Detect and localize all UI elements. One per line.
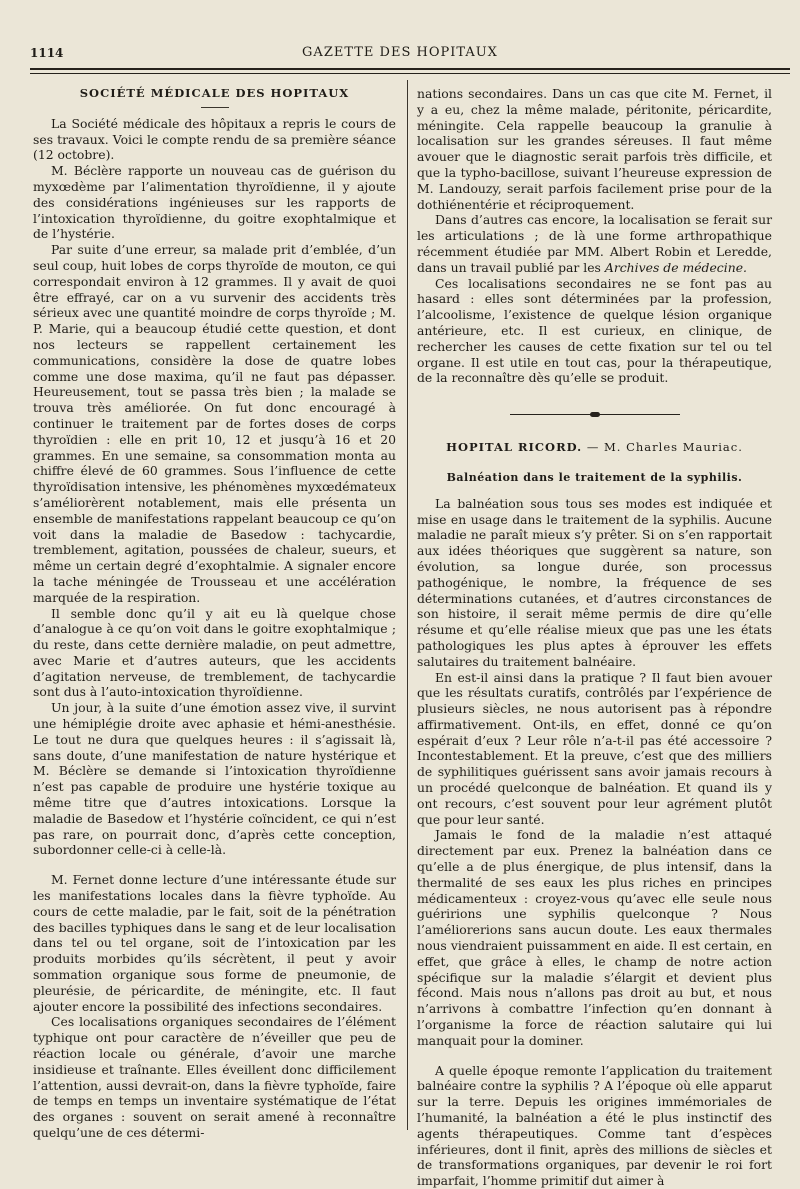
hospital-author: — M. Charles Mauriac. [586, 440, 743, 455]
paragraph [417, 212, 772, 275]
article-title: Balnéation dans le traitement de la syphilis. [446, 470, 743, 484]
section-title-rule [201, 107, 229, 108]
paragraph: Il semble donc qu’il y ait eu là quelque chose d’analogue à ce qu’on voit dans le goitre exophtalmique ; du reste, dans cette dernière maladie, on peut admettre, avec Marie et d’autres auteurs, que les accidents d’agitation nerveuse, de tremblement, de tachycardie sont dus à l’auto-intoxication thyroïdienne. [33, 605, 396, 700]
column-divider [407, 80, 408, 1130]
section-title: SOCIÉTÉ MÉDICALE DES HOPITAUX [79, 86, 350, 100]
header-rule-thin [30, 73, 790, 74]
paragraph: Ces localisations organiques secondaires de l’élément typhique ont pour caractère de n’éveiller que peu de réaction locale ou générale, d’avoir une marche insidieuse et traînante. Elles éveillent donc difficilement l’attention, aussi devrait-on, dans la fièvre typhoïde, faire de temps en temps un inventaire systématique de l’état des organes : souvent on serait amené à reconnaître quelqu’une de ces détermi- [33, 1014, 396, 1140]
hospital-heading [417, 440, 772, 456]
running-title: GAZETTE DES HOPITAUX [302, 45, 498, 60]
paragraph: M. Fernet donne lecture d’une intéressante étude sur les manifestations locales dans la fièvre typhoïde. Au cours de cette maladie, par le fait, soit de la pénétration des bacilles typhiques dans le sang et de leur localisation dans tel ou tel organe, soit de l’intoxication par les produits morbides qu’ils sécrètent, il peut y avoir sommation organique sous forme de pneumonie, de pleurésie, de péricardite, de méningite, etc. Il faut ajouter encore la possibilité des infections secondaires. [33, 872, 396, 1014]
paragraph: A quelle époque remonte l’application du traitement balnéaire contre la syphilis ? A l’époque où elle apparut sur la terre. Depuis les origines immémoriales de l’humanité, la balnéation a été le plus instinctif des agents thérapeutiques. Comme tant d’espèces inférieures, dont il finit, après des millions de siècles et de transformations organiques, par devenir le roi fort imparfait, l’homme primitif dut aimer à [417, 1062, 772, 1189]
paragraph: En est-il ainsi dans la pratique ? Il faut bien avouer que les résultats curatifs, contrôlés par l’expérience de plusieurs siècles, ne nous autorisent pas à répondre affirmativement. Ont-ils, en effet, donné ce qu’on espérait d’eux ? Leur rôle n’a-t-il pas été accessoire ? Incontestablement. Et la preuve, c’est que des milliers de syphilitiques guérissent sans avoir jamais recours à un procédé quelconque de balnéation. Et quand ils y ont recours, c’est souvent pour leur agrément plutôt que pour leur santé. [417, 669, 772, 827]
ornamental-divider [510, 412, 680, 418]
journal-name: Archives de médecine. [604, 259, 747, 275]
left-column [33, 86, 396, 1141]
paragraph: Ces localisations secondaires ne se font pas au hasard : elles sont déterminées par la profession, l’alcoolisme, l’existence de quelque lésion organique antérieure, etc. Il est curieux, en clinique, de rechercher les causes de cette fixation sur tel ou tel organe. Il est utile en tout cas, pour la thérapeutique, de la reconnaître dès qu’elle se produit. [417, 275, 772, 386]
page-number: 1114 [30, 46, 64, 60]
paragraph: Jamais le fond de la maladie n’est attaqué directement par eux. Prenez la balnéation dans ce qu’elle a de plus énergique, de plus intensif, dans la thermalité de ses eaux les plus riches en principes médicamenteux : croyez-vous qu’avec elle seule nous guéririons une syphilis quelconque ? Nous l’améliorerions sans aucun doute. Les eaux thermales nous viendraient puissamment en aide. Il est certain, en effet, que grâce à elles, le champ de notre action spécifique sur la maladie s’élargit et devient plus fécond. Mais nous n’allons pas droit au but, et nous n’arrivons à combattre l’infection qu’en donnant à l’organisme la force de réaction salutaire qui lui manquait pour la dominer. [417, 827, 772, 1048]
paragraph: M. Béclère rapporte un nouveau cas de guérison du myxœdème par l’alimentation thyroïdienne, il y ajoute des considérations ingénieuses sur les rapports de l’intoxication thyroïdienne, du goitre exophtalmique et de l’hystérie. [33, 163, 396, 242]
hospital-name: HOPITAL RICORD. [446, 440, 583, 455]
paragraph-text: Dans d’autres cas encore, la localisation se ferait sur les articulations ; de là une forme arthropathique récemment étudiée par MM. Albert Robin et Leredde, dans un travail publié par les [417, 212, 772, 275]
header-rule-thick [30, 68, 790, 70]
paragraph: La balnéation sous tous ses modes est indiquée et mise en usage dans le traitement de la syphilis. Aucune maladie ne paraît mieux s’y prêter. Si on s’en rapportait aux idées théoriques que suggèrent sa nature, son évolution, sa longue durée, son processus pathogénique, le nombre, la fréquence de ses déterminations cutanées, et d’autres circonstances de son histoire, il serait même permis de dire qu’elle résume et qu’elle réalise mieux que pas une les états pathologiques les plus aptes à éprouver les effets salutaires du traitement balnéaire. [417, 495, 772, 669]
paragraph: nations secondaires. Dans un cas que cite M. Fernet, il y a eu, chez la même malade, péritonite, péricardite, méningite. Cela rappelle beaucoup la granulie à localisation sur les grandes séreuses. Il faut même avouer que le diagnostic serait parfois très difficile, et que la typho-bacillose, suivant l’heureuse expression de M. Landouzy, serait parfois facilement prise pour de la dothiénentérie et réciproquement. [417, 86, 772, 212]
paragraph: Par suite d’une erreur, sa malade prit d’emblée, d’un seul coup, huit lobes de corps thyroïde de mouton, ce qui correspondait environ à 12 grammes. Il y avait de quoi être effrayé, car on a vu survenir des accidents très sérieux avec une quantité moindre de corps thyroïde ; M. P. Marie, qui a beaucoup étudié cette question, et dont nos lecteurs se rappellent certainement les communications, considère la dose de quatre lobes comme une dose maxima, qu’il ne faut pas dépasser. Heureusement, tout se passa très bien ; la malade se trouva très améliorée. On fut donc encouragé à continuer le traitement par de fortes doses de corps thyroïdien : elle en prit 10, 12 et jusqu’à 16 et 20 grammes. En une semaine, sa consommation monta au chiffre élevé de 60 grammes. Sous l’influence de cette thyroïdisation intensive, les phénomènes myxœdémateux s’améliorèrent notablement, mais elle présenta un ensemble de manifestations rappelant beaucoup ce qu’on voit dans la maladie de Basedow : tachycardie, tremblement, agitation, poussées de chaleur, sueurs, et même un certain degré d’exophtalmie. A signaler encore la tache méningée de Trousseau et une accélération marquée de la respiration. [33, 242, 396, 605]
paragraph: La Société médicale des hôpitaux a repris le cours de ses travaux. Voici le compte rendu de sa première séance (12 octobre). [33, 115, 396, 163]
right-column [417, 86, 772, 1189]
paragraph: Un jour, à la suite d’une émotion assez vive, il survint une hémiplégie droite avec aphasie et hémi-anesthésie. Le tout ne dura que quelques heures : il s’agissait là, sans doute, d’une manifestation de nature hystérique et M. Béclère se demande si l’intoxication thyroïdienne n’est pas capable de produire une hystérie toxique au même titre que d’autres intoxications. Lorsque la maladie de Basedow et l’hystérie coïncident, ce qui n’est pas rare, on pourrait donc, d’après cette conception, subordonner celle-ci à celle-là. [33, 700, 396, 858]
